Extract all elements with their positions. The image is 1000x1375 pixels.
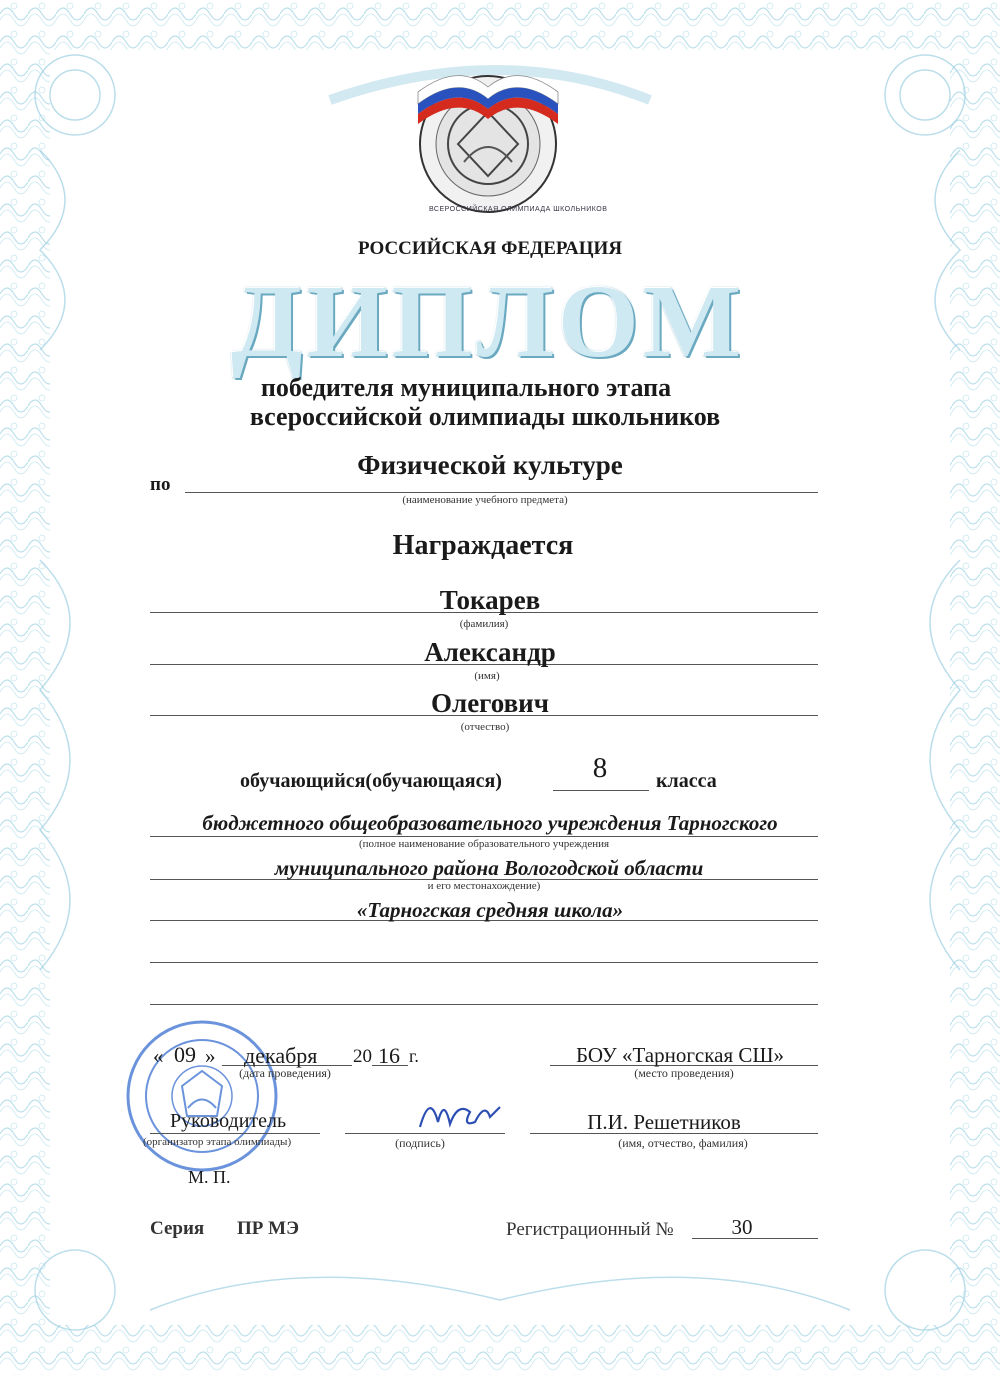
place-caption: (место проведения) — [634, 1066, 734, 1080]
date-year-line — [372, 1065, 408, 1066]
subject-caption: (наименование учебного предмета) — [402, 494, 568, 506]
place-value: БОУ «Тарногская СШ» — [575, 1043, 785, 1067]
diploma-title: ДИПЛОМ — [231, 264, 745, 379]
reg-label: Регистрационный № — [506, 1219, 674, 1240]
date-day-open: « — [153, 1044, 164, 1068]
date-year-suffix: 16 — [378, 1043, 400, 1068]
series-label: Серия — [150, 1218, 205, 1239]
blank-line1 — [150, 962, 818, 963]
school-caption1: (полное наименование образовательного учреждения — [358, 838, 610, 850]
stamp-label: М. П. — [188, 1167, 231, 1187]
role-line — [150, 1133, 320, 1134]
date-year-unit: г. — [409, 1046, 419, 1066]
name-caption: (имя) — [474, 670, 500, 682]
surname-value: Токарев — [439, 585, 541, 615]
subject-prefix: по — [150, 474, 171, 495]
patronymic-caption: (отчество) — [460, 721, 510, 733]
signer-name: П.И. Решетников — [587, 1110, 741, 1134]
school-line1 — [150, 836, 818, 837]
grade-line — [553, 790, 649, 791]
subtitle-line2: всероссийской олимпиады школьников — [249, 402, 721, 431]
patronymic-value: Олегович — [431, 688, 549, 718]
date-caption: (дата проведения) — [239, 1066, 331, 1080]
school-line1-text: бюджетного общеобразовательного учреждения Тарногского — [202, 811, 778, 835]
school-line3-text: «Тарногская средняя школа» — [356, 898, 624, 922]
signature-caption: (подпись) — [395, 1136, 445, 1150]
date-year-prefix: 20 — [353, 1046, 372, 1067]
reg-value: 30 — [731, 1215, 753, 1239]
olympiad-emblem — [398, 52, 578, 222]
date-month: декабря — [244, 1043, 318, 1068]
school-caption2: и его местонахождение) — [427, 880, 541, 892]
surname-caption: (фамилия) — [459, 618, 509, 630]
subtitle-line1: победителя муниципального этапа — [260, 373, 672, 402]
school-line2-text: муниципального района Вологодской области — [274, 856, 704, 880]
date-day-close: » — [205, 1044, 216, 1068]
reg-line — [692, 1238, 818, 1239]
award-heading: Награждается — [392, 530, 574, 561]
grade-value: 8 — [592, 752, 608, 784]
role-caption: (организатор этапа олимпиады) — [143, 1136, 292, 1148]
emblem-ring-text: ВСЕРОССИЙСКАЯ ОЛИМПИАДА ШКОЛЬНИКОВ — [429, 206, 608, 213]
grade-label-before: обучающийся(обучающаяся) — [240, 770, 502, 792]
grade-label-after: класса — [656, 770, 717, 792]
signer-caption: (имя, отчество, фамилия) — [618, 1136, 748, 1150]
series-value: ПР МЭ — [237, 1218, 299, 1239]
name-value: Александр — [424, 637, 556, 667]
subject-value: Физической культуре — [357, 450, 623, 480]
official-stamp — [122, 1016, 282, 1176]
subject-line — [185, 492, 818, 493]
blank-line2 — [150, 1004, 818, 1005]
signature-line — [345, 1133, 505, 1134]
country-label: РОССИЙСКАЯ ФЕДЕРАЦИЯ — [357, 238, 623, 259]
role-label: Руководитель — [170, 1110, 287, 1132]
date-day: 09 — [174, 1042, 196, 1067]
